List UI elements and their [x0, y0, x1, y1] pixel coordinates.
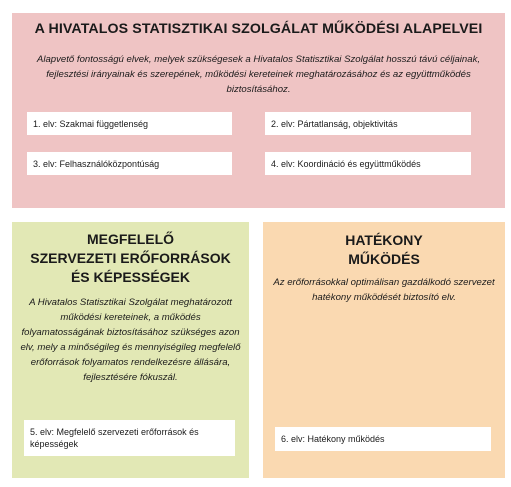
principle-1-label: 1. elv: Szakmai függetlenség	[33, 118, 149, 129]
resources-title	[12, 230, 249, 287]
principle-2-label: 2. elv: Pártatlanság, objektivitás	[271, 118, 398, 129]
principle-1-box	[27, 112, 232, 135]
principle-4-box	[265, 152, 471, 175]
principle-5-box	[24, 420, 235, 456]
resources-title-line-3: ÉS KÉPESSÉGEK	[70, 269, 191, 285]
efficiency-title-line-2: MŰKÖDÉS	[348, 251, 420, 267]
principles-panel	[12, 13, 505, 208]
resources-title-line-2: SZERVEZETI ERŐFORRÁSOK	[30, 250, 231, 266]
principles-description: Alapvető fontosságú elvek, melyek szükségesek a Hivatalos Statisztikai Szolgálat hosszú távú céljainak, fejlesztési irányainak és szerepének, működési kereteinek meghatározásához és az együttműködés biztosításához.	[36, 54, 481, 95]
principle-5-label: 5. elv: Megfelelő szervezeti erőforrások és képességek	[30, 427, 199, 449]
principle-2-box	[265, 112, 471, 135]
principle-6-box	[275, 427, 491, 451]
principle-3-label: 3. elv: Felhasználóközpontúság	[33, 158, 160, 169]
resources-panel	[12, 222, 249, 478]
resources-description: A Hivatalos Statisztikai Szolgálat meghatározott működési kereteinek, a működés folyamatosságának biztosításához szükséges azon elv, mely a minőségileg és mennyiségileg megfelelő erőforrások folyamatos rendelkezésre állására, fejlesztésére fókuszál.	[20, 297, 241, 383]
principle-4-label: 4. elv: Koordináció és együttműködés	[271, 158, 421, 169]
efficiency-title-line-1: HATÉKONY	[345, 232, 423, 248]
efficiency-panel	[263, 222, 505, 478]
principles-title: A HIVATALOS STATISZTIKAI SZOLGÁLAT MŰKÖDÉSI ALAPELVEI	[34, 21, 483, 37]
principle-3-box	[27, 152, 232, 175]
resources-title-line-1: MEGFELELŐ	[86, 231, 175, 247]
principle-6-label: 6. elv: Hatékony működés	[281, 434, 385, 444]
efficiency-description: Az erőforrásokkal optimálisan gazdálkodó szervezet hatékony működését biztosító elv.	[273, 277, 495, 303]
efficiency-title	[263, 231, 505, 269]
